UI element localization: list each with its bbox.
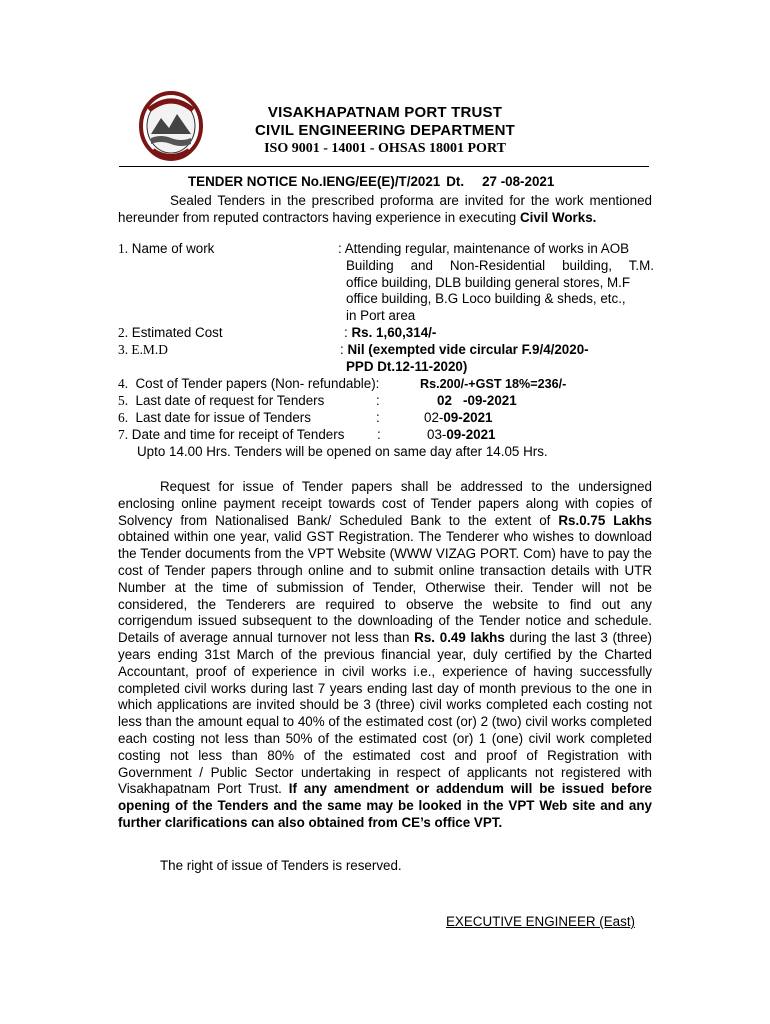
- iso-line: ISO 9001 - 14001 - OHSAS 18001 PORT: [264, 141, 506, 156]
- last-issue-value: 02-09-2021: [424, 410, 493, 425]
- item-receipt: 7. Date and time for receipt of Tenders: [118, 427, 345, 442]
- department-name: CIVIL ENGINEERING DEPARTMENT: [254, 122, 516, 139]
- notice-date: 27 -08-2021: [482, 174, 555, 189]
- org-name: VISAKHAPATNAM PORT TRUST: [267, 104, 503, 121]
- header-divider: [119, 166, 649, 167]
- item-last-request: 5. Last date of request for Tenders: [118, 393, 325, 408]
- opening-time-note: Upto 14.00 Hrs. Tenders will be opened on same day after 14.05 Hrs.: [137, 444, 548, 459]
- item-estimated-cost: 2. Estimated Cost: [118, 325, 223, 340]
- civil-works: Civil Works.: [519, 209, 597, 225]
- item-cost-tender-papers: 4. Cost of Tender papers (Non- refundable):: [118, 376, 380, 391]
- emd-value: : Nil (exempted vide circular F.9/4/2020-: [340, 342, 589, 357]
- estimated-cost-value: : Rs. 1,60,314/-: [344, 325, 437, 340]
- emd-value-cont: PPD Dt.12-11-2020): [346, 359, 468, 374]
- intro-paragraph: Sealed Tenders in the prescribed proforma are invited for the work mentioned hereunder from reputed contractors having experience in executing Civil Works.: [118, 193, 652, 225]
- item-name-of-work: 1. Name of work: [118, 241, 215, 256]
- receipt-value: 03-09-2021: [427, 427, 496, 442]
- notice-number: TENDER NOTICE No.IENG/EE(E)/T/2021: [188, 174, 441, 189]
- rights-reserved: The right of issue of Tenders is reserved.: [160, 858, 402, 873]
- cost-tender-papers-value: Rs.200/-+GST 18%=236/-: [420, 377, 567, 391]
- name-of-work-value: : Attending regular, maintenance of works in AOB Building and Non-Residential building, T.M. office building, DLB building general stores, M.F office building, B.G Loco building & sheds, etc., in Port area: [338, 241, 654, 324]
- notice-title: [188, 174, 554, 189]
- date-label: Dt.: [446, 174, 465, 189]
- body-paragraph: Request for issue of Tender papers shall be addressed to the undersigned enclosing online payment receipt towards cost of Tender papers along with copies of Solvency from Nationalised Bank/ Scheduled Bank to the extent of Rs.0.75 Lakhs obtained within one year, valid GST Registration. The Tenderer who wishes to download the Tender documents from the VPT Website (WWW VIZAG PORT. Com) have to pay the cost of Tender papers through online and to submit online transaction details with UTR Number at the time of submission of Tender, Otherwise their. Tender will not be considered, the Tenderers are required to observe the website to find out any corrigendum issued subsequent to the downloading of the Tender notice and schedule. Details of average annual turnover not less than Rs. 0.49 lakhs during the last 3 (three) years ending 31st March of the previous financial year, duly certified by the Charted Accountant, proof of experience in civil works i.e., experience of having successfully completed civil works during last 7 years ending last day of month previous to the one in which applications are invited should be 3 (three) civil works completed each costing not less than the amount equal to 40% of the estimated cost (or) 2 (two) civil works completed each costing not less than 50% of the estimated cost (or) 1 (one) civil work completed costing not less than 80% of the estimated cost and proof of Registration with Government / Public Sector undertaking in respect of applicants not registered with Visakhapatnam Port Trust. If any amendment or addendum will be issued before opening of the Tenders and the same may be looked in the VPT Web site and any further clarifications can also obtained from CE’s office VPT.: [118, 479, 653, 830]
- last-request-value: 02 -09-2021: [437, 393, 517, 408]
- item-emd: 3. E.M.D: [118, 342, 168, 357]
- item-last-issue: 6. Last date for issue of Tenders: [118, 410, 311, 425]
- signatory: EXECUTIVE ENGINEER (East): [446, 914, 635, 929]
